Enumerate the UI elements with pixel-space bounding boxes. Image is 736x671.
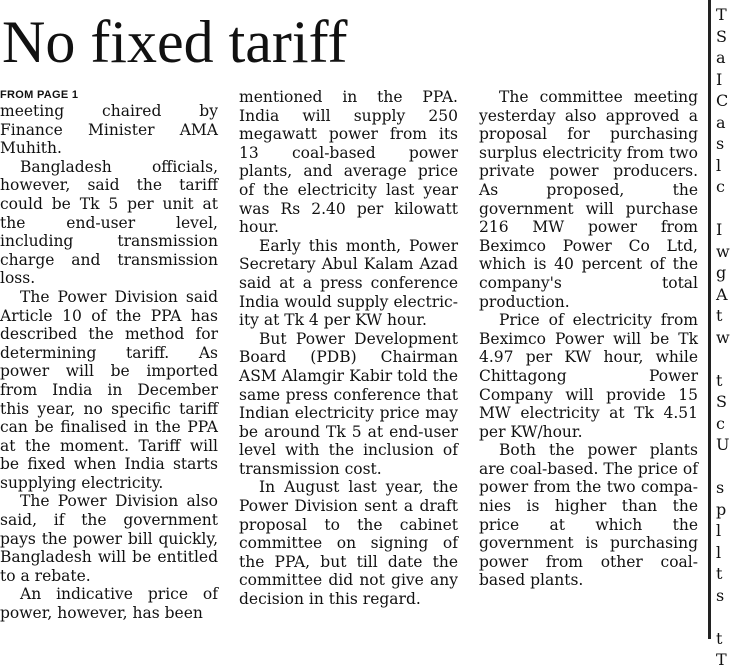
paragraph: In August last year, the Power Division sent a draft proposal to the cabinet committee on signing of the PPA, but till date the committee did not give any decision in this regard. [239,478,458,609]
paragraph: The Power Division said Article 10 of the PPA has described the method for determining tariff. As power will be imported from India in December this year, no specific tariff can be finalised in the PPA at the moment. Tariff will be fixed when India starts supplying electricity. [0,287,218,492]
paragraph: An indicative price of power, however, has been [0,585,218,623]
adjacent-column-edge: T S a I C a s l c I w g A t w t S c U s p l l t s t T [716,5,730,669]
kicker: FROM PAGE 1 [0,89,79,101]
article-column-3 [479,88,698,590]
article-column-1 [0,88,218,623]
paragraph: The Power Division also said, if the government pays the power bill quickly, Bangladesh will be entitled to a rebate. [0,492,218,585]
headline: No fixed tariff [2,9,348,75]
article-column-2 [239,88,458,609]
column-divider [708,0,711,639]
paragraph: But Power Development Board (PDB) Chairman ASM Alamgir Kabir told the same press conference that Indian electricity price may be around Tk 5 at end-user level with the inclusion of transmission cost. [239,329,458,478]
paragraph: Bangladesh officials, however, said the tariff could be Tk 5 per unit at the end-user level, including transmission charge and transmission loss. [0,157,218,288]
paragraph: mentioned in the PPA. India will supply 250 megawatt power from its 13 coal-based power plants, and average price of the electricity last year was Rs 2.40 per kilowatt hour. [239,88,458,237]
paragraph: Early this month, Power Secretary Abul Kalam Azad said at a press conference India would supply electricity at Tk 4 per KW hour. [239,236,458,330]
paragraph: Price of electricity from Beximco Power will be Tk 4.97 per KW hour, while Chittagong Power Company will provide 15 MW electricity at Tk 4.51 per KW/hour. [479,311,698,441]
paragraph: Both the power plants are coal-based. The price of power from the two companies is higher than the price at which the government is purchasing power from other coal-based plants. [479,441,698,590]
paragraph: The committee meeting yesterday also approved a proposal for purchasing surplus electricity from two private power producers. As proposed, the government will purchase 216 MW power from Beximco Power Co Ltd, which is 40 percent of the company's total production. [479,88,698,311]
paragraph: meeting chaired by Finance Minister AMA Muhith. [0,102,218,158]
